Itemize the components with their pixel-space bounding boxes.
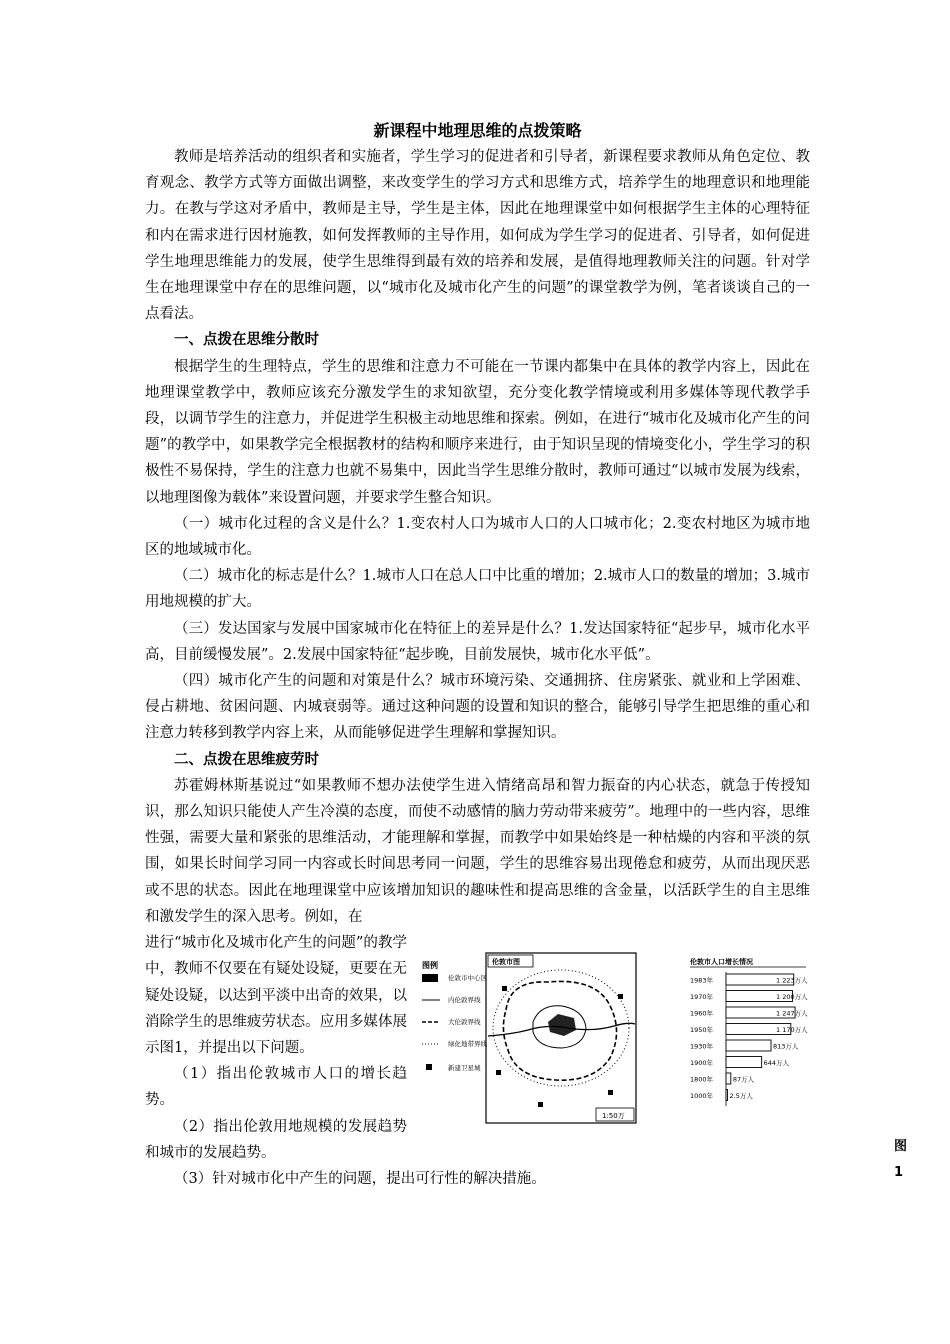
chart-category-label: 1800年 xyxy=(690,1075,714,1084)
satellite-town xyxy=(496,1070,501,1075)
section1-question-1: （一）城市化过程的含义是什么？1.变农村人口为城市人口的人口城市化；2.变农村地区为城市地区的地域城市化。 xyxy=(145,515,810,559)
city-center xyxy=(548,1014,576,1036)
satellite-town xyxy=(502,986,507,991)
chart-category-label: 1983年 xyxy=(690,976,714,985)
section2-question-2: （2）指出伦敦用地规模的发展趋势和城市的发展趋势。 xyxy=(145,1118,407,1161)
chart-category-label: 1950年 xyxy=(690,1026,714,1035)
chart-category-label: 1960年 xyxy=(690,1009,714,1018)
chart-value-label: 644万人 xyxy=(763,1059,790,1068)
chart-value-label: 1 223万人 xyxy=(776,976,808,985)
chart-bar xyxy=(726,1057,762,1068)
legend-item-5: 新建卫星城 xyxy=(448,1064,481,1073)
figure-caption: 图1 xyxy=(894,1139,908,1181)
legend-item-4: 绿化地带界线 xyxy=(448,1040,487,1049)
chart-value-label: 1 200万人 xyxy=(776,993,808,1002)
legend-town-swatch xyxy=(426,1064,432,1070)
page-title: 新课程中地理思维的点拨策略 xyxy=(373,121,582,140)
figure-svg xyxy=(418,950,810,1130)
legend-item-3: 大伦敦界线 xyxy=(448,1018,481,1027)
legend-item-2: 内伦敦界线 xyxy=(448,996,481,1005)
chart-category-label: 1000年 xyxy=(690,1092,714,1101)
satellite-town xyxy=(618,994,623,999)
chart-category-label: 1930年 xyxy=(690,1042,714,1051)
satellite-town xyxy=(608,1090,613,1095)
document-page xyxy=(145,118,908,1192)
chart-title: 伦敦市人口增长情况 xyxy=(690,958,753,967)
population-bar-chart xyxy=(690,972,808,1106)
map-title: 伦敦市图 xyxy=(492,958,520,967)
chart-value-label: 1 247万人 xyxy=(776,1009,808,1018)
chart-value-label: 1 170万人 xyxy=(776,1026,808,1035)
section1-paragraph: 根据学生的生理特点，学生的思维和注意力不可能在一节课内都集中在具体的教学内容上，因此在地理课堂教学中，教师应该充分激发学生的求知欲望，充分变化教学情境或利用多媒体等现代教学手段，以调节学生的注意力，并促进学生积极主动地思维和探索。例如，在进行“城市化及城市化产生的问题”的教学中，如果教学完全根据教材的结构和顺序来进行，由于知识呈现的情境变化小，学生学习的积极性不易保持，学生的注意力也就不易集中，因此当学生思维分散时，教师可通过“以城市发展为线索，以地理图像为载体”来设置问题，并要求学生整合知识。 xyxy=(145,358,810,506)
map-scale: 1:50万 xyxy=(602,1112,625,1121)
section1-heading: 一、点拨在思维分散时 xyxy=(174,332,319,349)
chart-category-label: 1970年 xyxy=(690,993,714,1002)
section2-paragraph-continued: 进行“城市化及城市化产生的问题”的教学中，教师不仅要在有疑处设疑，更要在无疑处设疑，以达到平淡中出奇的效果，以消除学生的思维疲劳状态。应用多媒体展示图1，并提出以下问题。 xyxy=(145,935,407,1056)
chart-value-label: 87万人 xyxy=(732,1075,755,1084)
figure-1 xyxy=(418,950,908,1181)
chart-bar xyxy=(726,1073,731,1084)
section1-question-4: （四）城市化产生的问题和对策是什么？城市环境污染、交通拥挤、住房紧张、就业和上学困难、侵占耕地、贫困问题、内城衰弱等。通过这种问题的设置和知识的整合，能够引导学生把思维的重心和注意力转移到教学内容上来，从而能够促进学生理解和掌握知识。 xyxy=(145,673,810,742)
intro-paragraph: 教师是培养活动的组织者和实施者，学生学习的促进者和引导者，新课程要求教师从角色定位、教育观念、教学方式等方面做出调整，来改变学生的学习方式和思维方式，培养学生的地理意识和地理能力。在教与学这对矛盾中，教师是主导，学生是主体，因此在地理课堂中如何根据学生主体的心理特征和内在需求进行因材施教，如何发挥教师的主导作用，如何成为学生学习的促进者、引导者，如何促进学生地理思维能力的发展，使学生思维得到最有效的培养和发展，是值得地理教师关注的问题。针对学生在地理课堂中存在的思维问题，以“城市化及城市化产生的问题”的课堂教学为例，笔者谈谈自己的一点看法。 xyxy=(145,149,810,323)
section1-question-3: （三）发达国家与发展中国家城市化在特征上的差异是什么？1.发达国家特征“起步早，城市化水平高，目前缓慢发展”。2.发展中国家特征“起步晚，目前发展快，城市化水平低”。 xyxy=(145,620,810,663)
legend-item-1: 伦敦市中心区 xyxy=(448,974,487,983)
legend-title: 图例 xyxy=(422,961,438,971)
section2-question-3: （3）针对城市化中产生的问题，提出可行性的解决措施。 xyxy=(174,1170,546,1187)
section2-heading: 二、点拨在思维疲劳时 xyxy=(174,751,319,768)
map-frame xyxy=(486,953,636,1123)
section2-paragraph: 苏霍姆林斯基说过“如果教师不想办法使学生进入情绪高昂和智力振奋的内心状态，就急于传授知识，那么知识只能使人产生冷漠的态度，而使不动感情的脑力劳动带来疲劳”。地理中的一些内容，思维性强，需要大量和紧张的思维活动，才能理解和掌握，而教学中如果始终是一种枯燥的内容和平淡的氛围，如果长时间学习同一内容或长时间思考同一问题，学生的思维容易出现倦怠和疲劳，从而出现厌恶或不思的状态。因此在地理课堂中应该增加知识的趣味性和提高思维的含金量，以活跃学生的自主思维和激发学生的深入思考。例如，在 xyxy=(145,777,810,925)
chart-value-label: 2.5万人 xyxy=(729,1092,753,1101)
chart-category-label: 1900年 xyxy=(690,1059,714,1068)
chart-bar xyxy=(726,1090,728,1101)
section2-question-1: （1）指出伦敦城市人口的增长趋势。 xyxy=(145,1066,407,1109)
chart-value-label: 813万人 xyxy=(773,1042,799,1051)
chart-bar xyxy=(726,1040,771,1051)
section1-question-2: （二）城市化的标志是什么？1.城市人口在总人口中比重的增加；2.城市人口的数量的增加；3.城市用地规模的扩大。 xyxy=(145,568,810,611)
satellite-town xyxy=(538,1102,543,1107)
legend-center-swatch xyxy=(422,974,438,982)
